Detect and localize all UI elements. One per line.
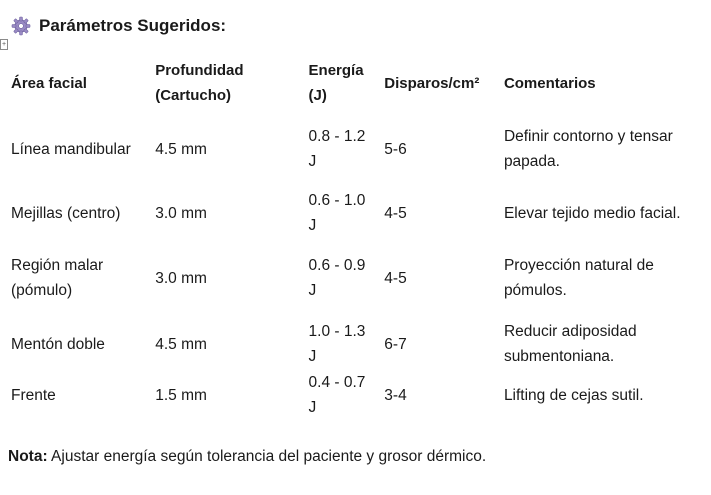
cell-area: Región malar (pómulo) (11, 257, 104, 299)
cell-shots: 5-6 (384, 140, 407, 158)
header-comments: Comentarios (503, 74, 596, 92)
table-move-handle-icon[interactable]: + (1, 41, 7, 48)
cell-shots: 3-4 (384, 386, 407, 404)
section-heading (11, 16, 226, 36)
cell-area: Línea mandibular (11, 140, 131, 158)
cell-depth: 4.5 mm (155, 335, 207, 353)
cell-depth: 4.5 mm (155, 140, 207, 158)
header-area: Área facial (11, 74, 87, 92)
table-row (4, 318, 711, 370)
cell-comment: Elevar tejido medio facial. (503, 204, 681, 222)
cell-comment: Definir contorno y tensar papada. (503, 128, 673, 170)
cell-area: Mentón doble (11, 335, 105, 353)
cell-energy: 0.4 - 0.7 J (308, 374, 366, 416)
header-energy: Energía (J) (308, 62, 364, 104)
table-row (4, 110, 711, 188)
cell-shots: 6-7 (384, 335, 407, 353)
footnote-label: Nota: (8, 448, 48, 465)
cell-shots: 4-5 (384, 269, 407, 287)
section-title: Parámetros Sugeridos: (39, 16, 227, 35)
cell-area: Mejillas (centro) (11, 204, 121, 222)
header-shots: Disparos/cm² (384, 74, 480, 92)
cell-depth: 3.0 mm (155, 269, 207, 287)
cell-depth: 1.5 mm (155, 386, 207, 404)
cell-comment: Reducir adiposidad submentoniana. (503, 323, 637, 365)
table-row (4, 188, 711, 238)
cell-energy: 0.6 - 1.0 J (308, 192, 366, 234)
cell-energy: 0.6 - 0.9 J (308, 257, 366, 299)
cell-energy: 1.0 - 1.3 J (308, 323, 366, 365)
table-row (4, 370, 711, 420)
cell-energy: 0.8 - 1.2 J (308, 128, 366, 170)
gear-icon (11, 16, 31, 36)
parameters-table (4, 56, 711, 420)
header-depth: Profundidad (Cartucho) (155, 62, 244, 104)
table-row (4, 238, 711, 318)
cell-shots: 4-5 (384, 204, 407, 222)
cell-area: Frente (11, 386, 56, 404)
footnote-text: Ajustar energía según tolerancia del paciente y grosor dérmico. (47, 448, 487, 465)
cell-comment: Lifting de cejas sutil. (503, 386, 644, 404)
footnote (8, 448, 486, 466)
cell-depth: 3.0 mm (155, 204, 207, 222)
cell-comment: Proyección natural de pómulos. (503, 257, 654, 299)
table-header-row (4, 56, 711, 110)
